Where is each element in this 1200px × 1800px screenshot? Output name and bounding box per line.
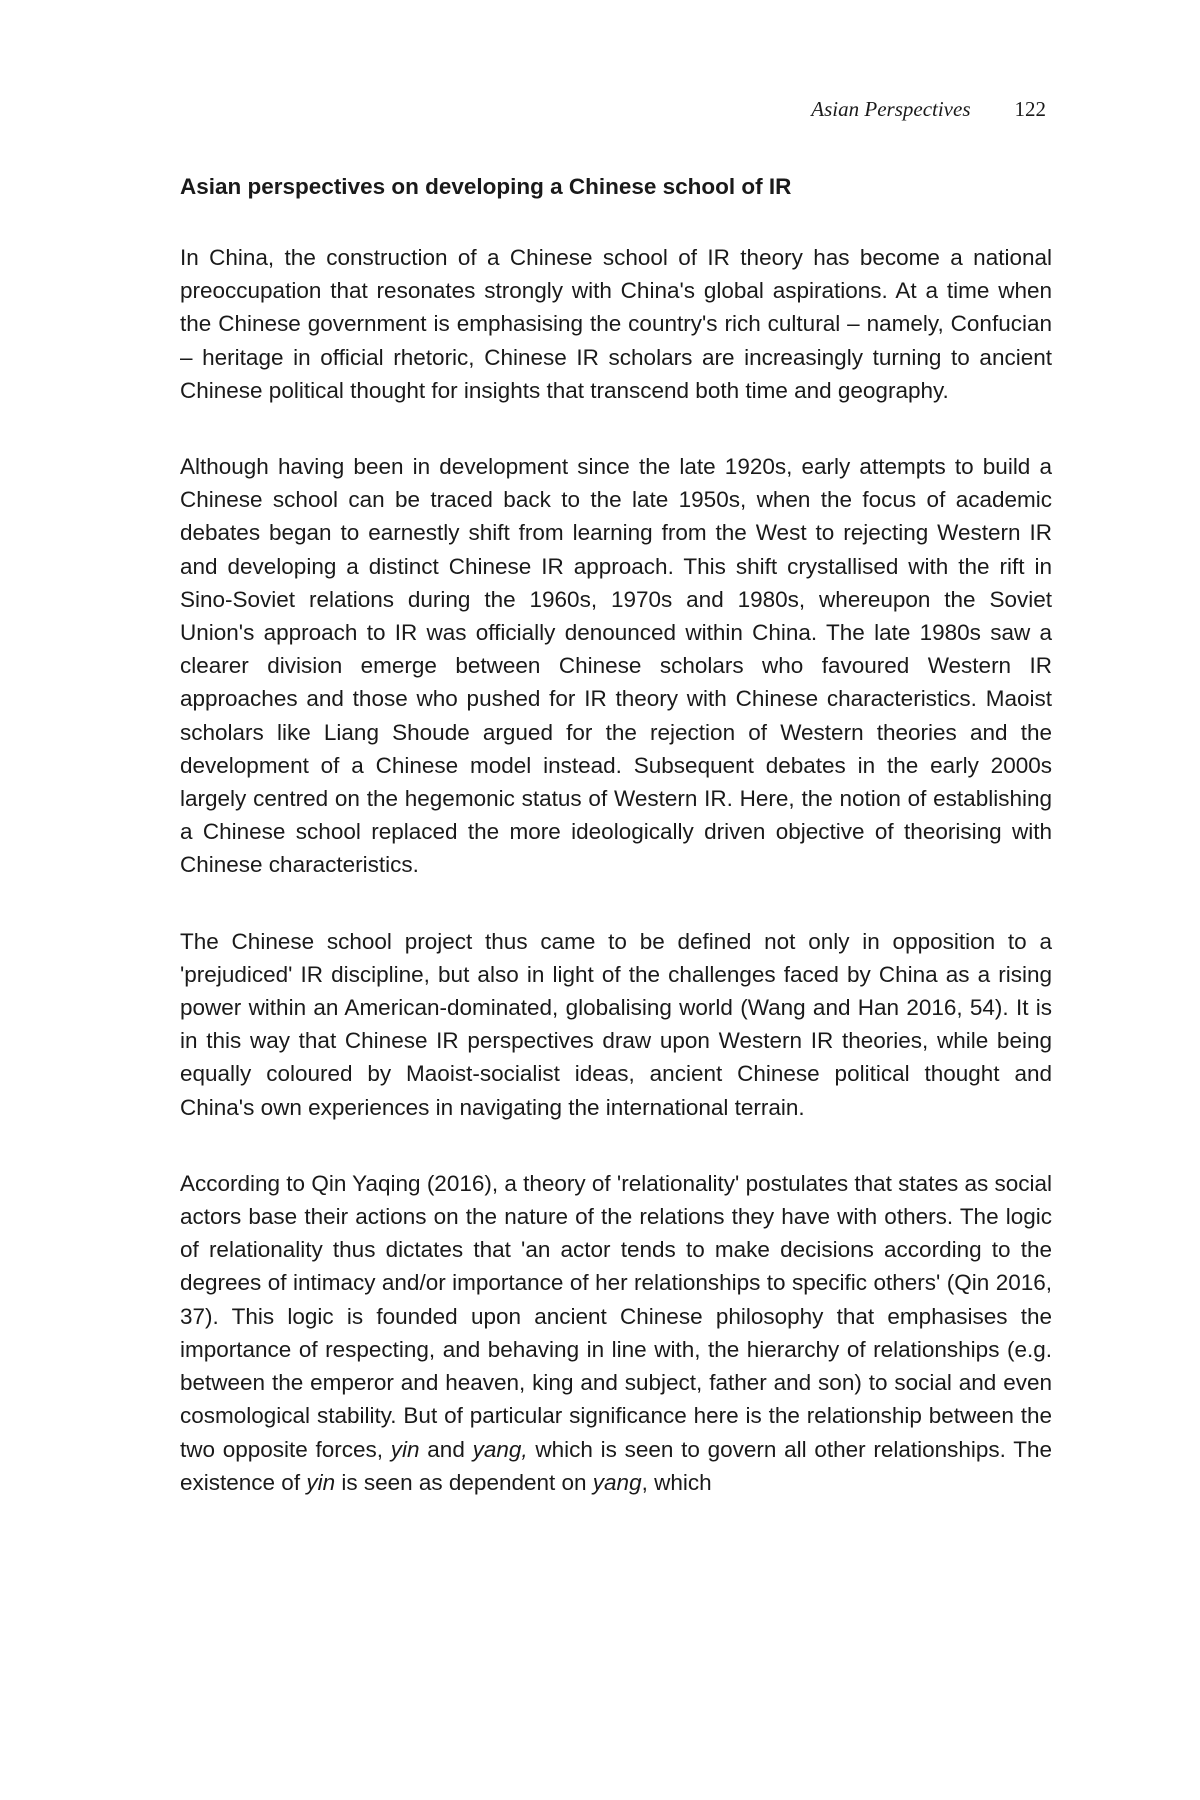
running-title: Asian Perspectives (811, 97, 971, 121)
page-content (180, 170, 1052, 1542)
paragraph-1: In China, the construction of a Chinese school of IR theory has become a national preoccupation that resonates strongly with China's global aspirations. At a time when the Chinese government is emphasising the country's rich cultural – namely, Confucian – heritage in official rhetoric, Chinese IR scholars are increasingly turning to ancient Chinese political thought for insights that transcend both time and geography. (180, 245, 1052, 403)
paragraph-4-text-3: which is seen to govern all other relationships. The existence of (180, 1436, 1053, 1495)
paragraph-4-text-1: According to Qin Yaqing (2016), a theory of 'relationality' postulates that states as social actors base their actions on the nature of the relations they have with others. The logic of relationality thus dictates that 'an actor tends to make decisions according to the degrees of intimacy and/or importance of her relationships to specific others' (Qin 2016, 37). This logic is founded upon ancient Chinese philosophy that emphasises the importance of respecting, and behaving in line with, the hierarchy of relationships (e.g. between the emperor and heaven, king and subject, father and son) to social and even cosmological stability. But of particular significance here is the relationship between the two opposite forces, (180, 1170, 1052, 1462)
term-yang: yang, (472, 1436, 528, 1462)
paragraph-4-text-5: , which (641, 1469, 712, 1495)
section-heading: Asian perspectives on developing a Chinese school of IR (180, 174, 792, 199)
term-yin: yin (306, 1469, 336, 1495)
term-yang: yang (592, 1469, 642, 1495)
running-head (811, 97, 1046, 122)
paragraph-4 (180, 1167, 1052, 1499)
paragraph-4-text-4: is seen as dependent on (335, 1469, 593, 1495)
paragraph-4-text-2: and (419, 1436, 473, 1462)
paragraph-3: The Chinese school project thus came to be defined not only in opposition to a 'prejudiced' IR discipline, but also in light of the challenges faced by China as a rising power within an American-dominated, globalising world (Wang and Han 2016, 54). It is in this way that Chinese IR perspectives draw upon Western IR theories, while being equally coloured by Maoist-socialist ideas, ancient Chinese political thought and China's own experiences in navigating the international terrain. (180, 928, 1052, 1120)
page-number: 122 (1014, 97, 1046, 121)
term-yin: yin (390, 1436, 420, 1462)
paragraph-2: Although having been in development since the late 1920s, early attempts to build a Chinese school can be traced back to the late 1950s, when the focus of academic debates began to earnestly shift from learning from the West to rejecting Western IR and developing a distinct Chinese IR approach. This shift crystallised with the rift in Sino-Soviet relations during the 1960s, 1970s and 1980s, whereupon the Soviet Union's approach to IR was officially denounced within China. The late 1980s saw a clearer division emerge between Chinese scholars who favoured Western IR approaches and those who pushed for IR theory with Chinese characteristics. Maoist scholars like Liang Shoude argued for the rejection of Western theories and the development of a Chinese model instead. Subsequent debates in the early 2000s largely centred on the hegemonic status of Western IR. Here, the notion of establishing a Chinese school replaced the more ideologically driven objective of theorising with Chinese characteristics. (180, 454, 1052, 878)
